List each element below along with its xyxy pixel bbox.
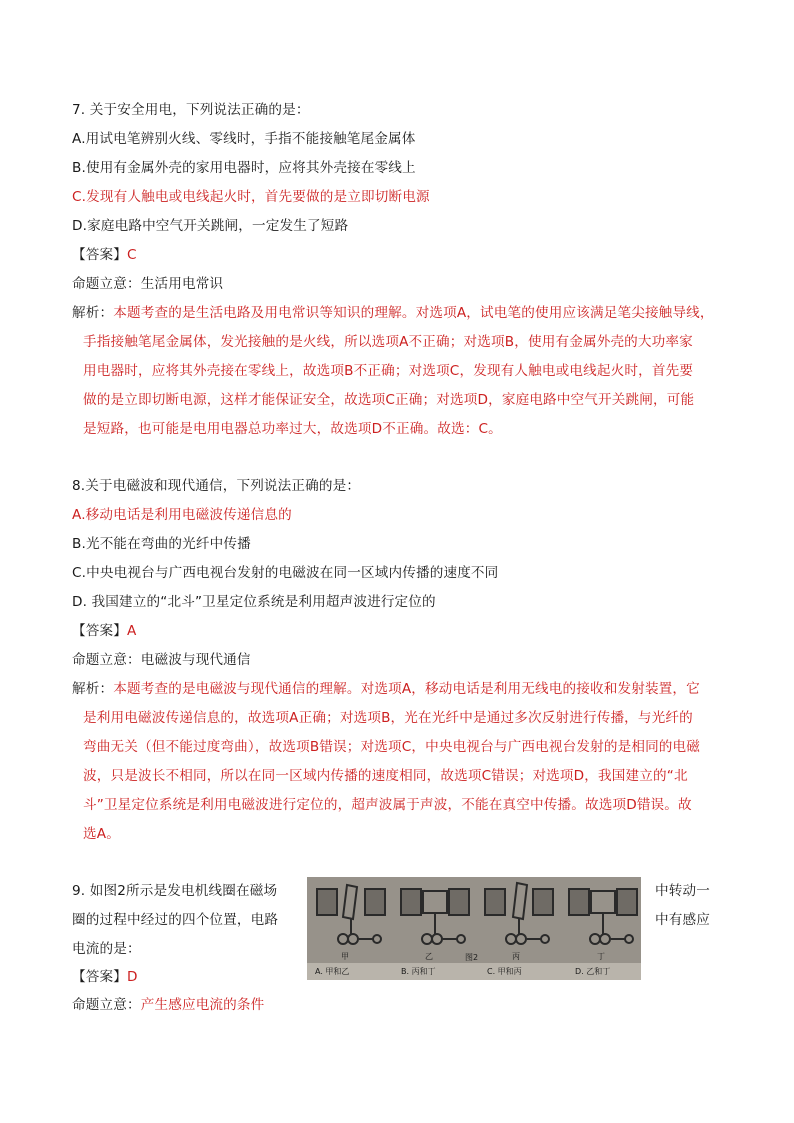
figure-option: B. 丙和丁 xyxy=(401,967,436,976)
q8-analysis-line: 斗”卫星定位系统是利用电磁波进行定位的，超声波属于声波，不能在真空中传播。故选项D错误。故 xyxy=(83,797,692,813)
panel-label: 甲 xyxy=(341,952,349,961)
answer-value: C xyxy=(126,247,137,263)
analysis-label: 解析： xyxy=(72,681,114,697)
q7-option-c: C.发现有人触电或电线起火时，首先要做的是立即切断电源 xyxy=(72,189,430,205)
q7-analysis-line xyxy=(72,303,714,323)
intent-value: 生活用电常识 xyxy=(140,276,224,292)
figure-option: D. 乙和丁 xyxy=(575,967,611,976)
panel-label: 乙 xyxy=(425,952,433,961)
answer-label: 【答案】 xyxy=(72,623,127,639)
q8-analysis-line: 是利用电磁波传递信息的，故选项A正确；对选项B，光在光纤中是通过多次反射进行传播，与光纤的 xyxy=(83,710,693,726)
q7-analysis-line: 做的是立即切断电源，这样才能保证安全，故选项C正确；对选项D，家庭电路中空气开关跳闸，可能 xyxy=(83,392,695,408)
q7-option-d: D.家庭电路中空气开关跳闸，一定发生了短路 xyxy=(72,218,349,234)
answer-value: A xyxy=(126,623,137,639)
coil-positions-illustration xyxy=(307,877,641,980)
intent-label: 命题立意： xyxy=(72,276,141,292)
intent-label: 命题立意： xyxy=(72,652,141,668)
figure-option: C. 甲和丙 xyxy=(487,967,522,976)
q7-intent xyxy=(72,274,223,294)
q8-option-d: D. 我国建立的“北斗”卫星定位系统是利用超声波进行定位的 xyxy=(72,594,436,610)
q7-answer xyxy=(72,245,137,265)
q7-option-a: A.用试电笔辨别火线、零线时，手指不能接触笔尾金属体 xyxy=(72,131,416,147)
q8-analysis-line: 选A。 xyxy=(83,826,120,842)
q9-answer xyxy=(72,967,138,987)
figure-caption: 图2 xyxy=(465,953,479,962)
q9-stem-right: 中转动一 xyxy=(655,883,710,899)
q8-answer xyxy=(72,621,136,641)
intent-label: 命题立意： xyxy=(72,997,141,1013)
analysis-text: 本题考查的是电磁波与现代通信的理解。对选项A，移动电话是利用无线电的接收和发射装置，它 xyxy=(113,681,700,697)
q8-analysis-line xyxy=(72,679,700,699)
figure-option: A. 甲和乙 xyxy=(315,967,350,976)
generator-coil-figure xyxy=(307,877,641,980)
q7-analysis-line: 是短路，也可能是电用电器总功率过大，故选项D不正确。故选：C。 xyxy=(83,421,502,437)
q7-option-b: B.使用有金属外壳的家用电器时，应将其外壳接在零线上 xyxy=(72,160,416,176)
q7-stem: 7. 关于安全用电，下列说法正确的是： xyxy=(72,102,310,118)
answer-value: D xyxy=(126,969,138,985)
q9-stem-left: 圈的过程中经过的四个位置，电路 xyxy=(72,912,279,928)
q8-option-a: A.移动电话是利用电磁波传递信息的 xyxy=(72,507,292,523)
intent-value: 电磁波与现代通信 xyxy=(140,652,251,668)
q8-analysis-line: 弯曲无关（但不能过度弯曲），故选项B错误；对选项C，中央电视台与广西电视台发射的是相同的电磁 xyxy=(83,739,701,755)
q8-analysis-line: 波，只是波长不相同，所以在同一区域内传播的速度相同，故选项C错误；对选项D，我国建立的“北 xyxy=(83,768,688,784)
analysis-label: 解析： xyxy=(72,305,114,321)
q8-intent xyxy=(72,650,251,670)
panel-label: 丁 xyxy=(597,952,605,961)
q8-stem: 8.关于电磁波和现代通信，下列说法正确的是： xyxy=(72,478,361,494)
q9-stem-left: 9. 如图2所示是发电机线圈在磁场 xyxy=(72,883,278,899)
q7-analysis-line: 手指接触笔尾金属体，发光接触的是火线，所以选项A不正确；对选项B，使用有金属外壳的大功率家 xyxy=(83,334,693,350)
answer-label: 【答案】 xyxy=(72,969,127,985)
q8-option-c: C.中央电视台与广西电视台发射的电磁波在同一区域内传播的速度不同 xyxy=(72,565,499,581)
q8-option-b: B.光不能在弯曲的光纤中传播 xyxy=(72,536,251,552)
answer-label: 【答案】 xyxy=(72,247,127,263)
q7-analysis-line: 用电器时，应将其外壳接在零线上，故选项B不正确；对选项C，发现有人触电或电线起火时，首先要 xyxy=(83,363,694,379)
intent-value: 产生感应电流的条件 xyxy=(140,997,265,1013)
q9-stem-left: 电流的是： xyxy=(72,941,141,957)
panel-label: 丙 xyxy=(512,952,520,961)
analysis-text: 本题考查的是生活电路及用电常识等知识的理解。对选项A，试电笔的使用应该满足笔尖接触导线， xyxy=(113,305,714,321)
q9-stem-right: 中有感应 xyxy=(655,912,710,928)
q9-intent xyxy=(72,995,264,1015)
